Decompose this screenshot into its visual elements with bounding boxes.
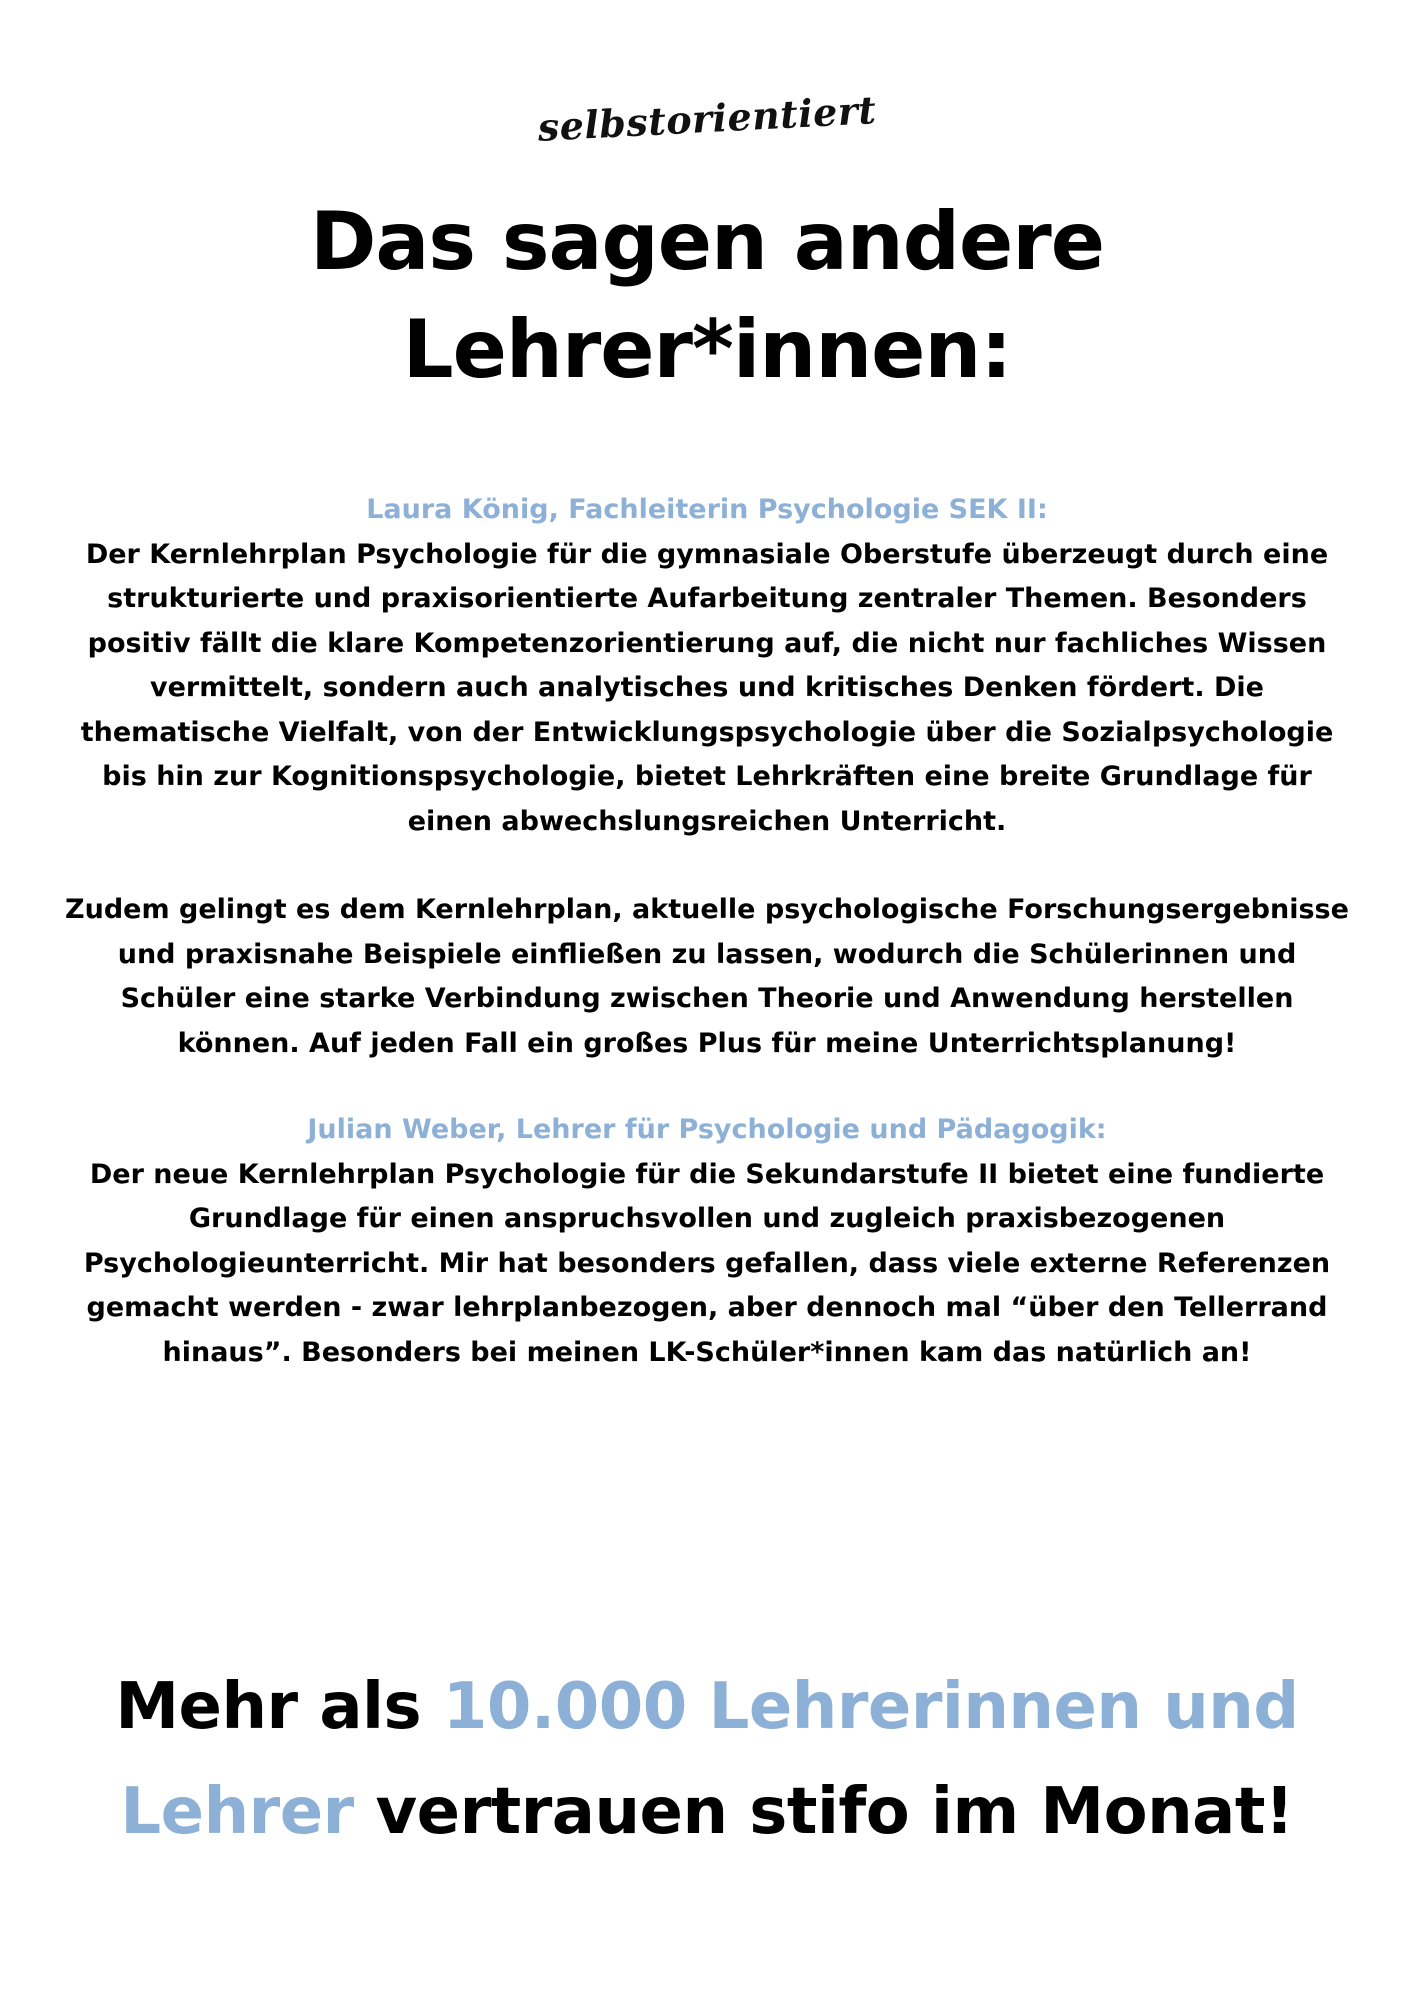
testimonial-paragraph: Der neue Kernlehrplan Psychologie für die Sekundarstufe II bietet eine fundierte Grundlage für einen anspruchsvollen und zugleich praxisbezogenen Psychologieunterricht. Mir hat besonders gefallen, dass viele externe Referenzen gemacht werden - zwar lehrplanbezogen, aber dennoch mal “über den Tellerrand hinaus”. Besonders bei meinen LK-Schüler*innen kam das natürlich an! (83, 1158, 1331, 1368)
page-title-line-2: Lehrer*innen: (402, 303, 1012, 396)
page-title-line-1: Das sagen andere (310, 195, 1104, 288)
testimonials-section (60, 488, 1354, 1375)
testimonial-paragraph: Der Kernlehrplan Psychologie für die gymnasiale Oberstufe überzeugt durch eine strukturierte und praxisorientierte Aufarbeitung zentraler Themen. Besonders positiv fällt die klare Kompetenzorientierung auf, die nicht nur fachliches Wissen vermittelt, sondern auch analytisches und kritisches Denken fördert. Die thematische Vielfalt, von der Entwicklungspsychologie über die Sozialpsychologie bis hin zur Kognitionspsychologie, bietet Lehrkräften eine breite Grundlage für einen abwechslungsreichen Unterricht. (80, 538, 1334, 837)
testimonial-laura (60, 488, 1354, 1066)
closing-text-start: Mehr als (115, 1670, 443, 1744)
closing-highlight: 10.000 Lehrerinnen und Lehrer (120, 1670, 1299, 1849)
testimonial-author: Julian Weber, Lehrer für Psychologie und Pädagogik: (307, 1114, 1107, 1145)
closing-statement (40, 1655, 1374, 1865)
testimonial-paragraph: Zudem gelingt es dem Kernlehrplan, aktuelle psychologische Forschungsergebnisse und praxisnahe Beispiele einfließen zu lassen, wodurch die Schülerinnen und Schüler eine starke Verbindung zwischen Theorie und Anwendung herstellen können. Auf jeden Fall ein großes Plus für meine Unterrichtsplanung! (65, 894, 1349, 1059)
testimonial-author: Laura König, Fachleiterin Psychologie SEK II: (366, 494, 1048, 525)
paragraph-spacer (60, 844, 1354, 888)
closing-text-end: vertrauen stifo im Monat! (353, 1775, 1294, 1849)
testimonial-julian (60, 1108, 1354, 1375)
brand-logo: selbstorientiert (536, 87, 878, 150)
page-title (60, 188, 1354, 404)
testimonial-spacer (60, 1066, 1354, 1108)
